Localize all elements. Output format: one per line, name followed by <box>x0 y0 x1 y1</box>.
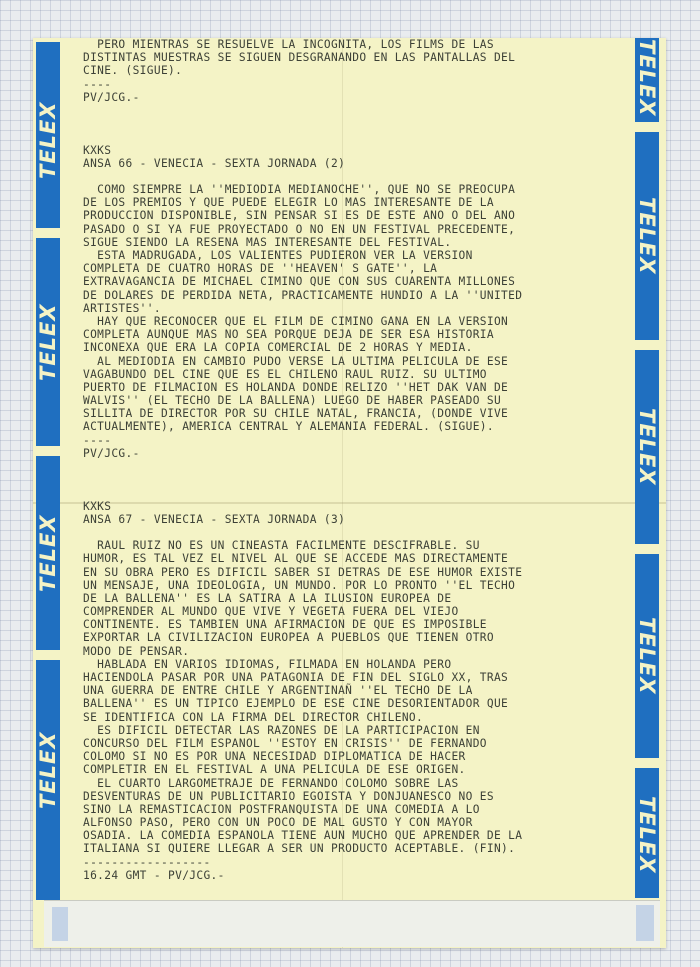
telex-line: COMPLETA DE CUATRO HORAS DE ''HEAVEN' S GATE'', LA <box>83 262 438 276</box>
telex-line: PV/JCG.- <box>83 90 140 104</box>
telex-line: HABLADA EN VARIOS IDIOMAS, FILMADA EN HOLANDA PERO <box>83 657 452 671</box>
telex-line: DE LA BALLENA'' ES LA SATIRA A LA ILUSION EUROPEA DE <box>83 591 452 605</box>
telex-line: PERO MIENTRAS SE RESUELVE LA INCOGNITA, LOS FILMS DE LAS <box>83 38 494 51</box>
telex-label: TELEX <box>635 796 659 874</box>
telex-line: CONCURSO DEL FILM ESPANOL ''ESTOY EN CRISIS'' DE FERNANDO <box>83 736 487 750</box>
telex-line <box>83 117 623 130</box>
telex-line <box>83 486 623 499</box>
telex-line: ------------------ <box>83 855 211 869</box>
telex-line: EN SU OBRA PERO ES DIFICIL SABER SI DETRAS DE ESE HUMOR EXISTE <box>83 565 523 579</box>
telex-line <box>83 460 623 473</box>
telex-line: CONTINENTE. ES TAMBIEN UNA AFIRMACION DE QUE ES IMPOSIBLE <box>83 618 487 632</box>
torn-bottom-strip <box>44 900 660 947</box>
telex-line: DE LOS PREMIOS Y QUE PUEDE ELEGIR LO MAS INTERESANTE DE LA <box>83 196 494 210</box>
telex-label: TELEX <box>36 514 60 592</box>
telex-line: WALVIS'' (EL TECHO DE LA BALLENA) LUEGO DE HABER PASEADO SU <box>83 394 502 408</box>
telex-label: TELEX <box>635 408 659 486</box>
telex-line: KXKS <box>83 499 112 513</box>
telex-line: ANSA 66 - VENECIA - SEXTA JORNADA (2) <box>83 156 346 170</box>
telex-line: 16.24 GMT - PV/JCG.- <box>83 868 225 882</box>
telex-line: PV/JCG.- <box>83 446 140 460</box>
telex-line: SINO LA REMASTICACION POSTFRANQUISTA DE UNA COMEDIA A LO <box>83 802 480 816</box>
telex-line: ACTUALMENTE), AMERICA CENTRAL Y ALEMANIA FEDERAL. (SIGUE). <box>83 420 494 434</box>
telex-line: UN MENSAJE, UNA IDEOLOGIA, UN MUNDO. POR LO PRONTO ''EL TECHO <box>83 578 516 592</box>
telex-line: ---- <box>83 433 112 447</box>
telex-line: COMPLETIR EN EL FESTIVAL A UNA PELICULA DE ESE ORIGEN. <box>83 763 466 777</box>
telex-label: TELEX <box>36 731 60 809</box>
telex-line: DE DOLARES DE PERDIDA NETA, PRACTICAMENTE HUNDIO A LA ''UNITED <box>83 288 523 302</box>
telex-line: ES DIFICIL DETECTAR LAS RAZONES DE LA PARTICIPACION EN <box>83 723 480 737</box>
telex-line <box>83 170 623 183</box>
telex-sheet <box>33 38 666 948</box>
telex-label: TELEX <box>635 197 659 275</box>
telex-line <box>83 130 623 143</box>
telex-line: PUERTO DE FILMACION ES HOLANDA DONDE RELIZO ''HET DAK VAN DE <box>83 380 509 394</box>
telex-line: ITALIANA SI QUIERE LLEGAR A SER UN PRODUCTO ACEPTABLE. (FIN). <box>83 842 516 856</box>
telex-line: PRODUCCION DISPONIBLE, SIN PENSAR SI ES DE ESTE ANO O DEL ANO <box>83 209 516 223</box>
telex-line: MODO DE PENSAR. <box>83 644 190 658</box>
telex-line: KXKS <box>83 143 112 157</box>
telex-line <box>83 526 623 539</box>
telex-line: ARTISTES''. <box>83 301 161 315</box>
telex-line: OSADIA. LA COMEDIA ESPANOLA TIENE AUN MUCHO QUE APRENDER DE LA <box>83 829 523 843</box>
telex-line: EXPORTAR LA CIVILIZACION EUROPEA A PUEBLOS QUE TIENEN OTRO <box>83 631 494 645</box>
telex-line: EXTRAVAGANCIA DE MICHAEL CIMINO QUE CON SUS CUARENTA MILLONES <box>83 275 516 289</box>
telex-line: VAGABUNDO DEL CINE QUE ES EL CHILENO RAUL RUIZ. SU ULTIMO <box>83 367 487 381</box>
telex-line: RAUL RUIZ NO ES UN CINEASTA FACILMENTE DESCIFRABLE. SU <box>83 539 480 553</box>
telex-line: DISTINTAS MUESTRAS SE SIGUEN DESGRANANDO EN LAS PANTALLAS DEL <box>83 51 516 65</box>
telex-label: TELEX <box>635 617 659 695</box>
telex-line: INCONEXA QUE ERA LA COPIA COMERCIAL DE 2 HORAS Y MEDIA. <box>83 341 473 355</box>
telex-line: HAY QUE RECONOCER QUE EL FILM DE CIMINO GANA EN LA VERSION <box>83 314 509 328</box>
telex-label: TELEX <box>36 101 60 179</box>
telex-line: HUMOR, ES TAL VEZ EL NIVEL AL QUE SE ACCEDE MAS DIRECTAMENTE <box>83 552 509 566</box>
telex-line: ANSA 67 - VENECIA - SEXTA JORNADA (3) <box>83 512 346 526</box>
telex-line: HACIENDOLA PASAR POR UNA PATAGONIA DE FIN DEL SIGLO XX, TRAS <box>83 671 509 684</box>
telex-line: COMPLETA AUNQUE MAS NO SEA PORQUE DEJA DE SER ESA HISTORIA <box>83 328 494 342</box>
telex-line: BALLENA'' ES UN TIPICO EJEMPLO DE ESE CINE DESORIENTADOR QUE <box>83 697 509 711</box>
telex-line: PASADO O SI YA FUE PROYECTADO O NO EN UN FESTIVAL PRECEDENTE, <box>83 222 516 236</box>
telex-line: COMPRENDER AL MUNDO QUE VIVE Y VEGETA FUERA DEL VIEJO <box>83 605 459 619</box>
telex-label: TELEX <box>635 39 659 117</box>
telex-body <box>83 38 623 882</box>
telex-line <box>83 473 623 486</box>
telex-line: COLOMO SI NO ES POR UNA NECESIDAD DIPLOMATICA DE HACER <box>83 750 466 764</box>
telex-line: SE IDENTIFICA CON LA FIRMA DEL DIRECTOR CHILENO. <box>83 710 424 724</box>
telex-line: CINE. (SIGUE). <box>83 64 183 78</box>
telex-line: EL CUARTO LARGOMETRAJE DE FERNANDO COLOMO SOBRE LAS <box>83 776 459 790</box>
telex-stripe-left <box>36 42 60 900</box>
telex-line: ESTA MADRUGADA, LOS VALIENTES PUDIERON VER LA VERSION <box>83 249 473 262</box>
telex-line: DESVENTURAS DE UN PUBLICITARIO EGOISTA Y DONJUANESCO NO ES <box>83 789 494 803</box>
telex-line <box>83 104 623 117</box>
telex-line: SILLITA DE DIRECTOR POR SU CHILE NATAL, FRANCIA, (DONDE VIVE <box>83 407 509 421</box>
telex-line: COMO SIEMPRE LA ''MEDIODIA MEDIANOCHE'', QUE NO SE PREOCUPA <box>83 183 516 197</box>
telex-line: AL MEDIODIA EN CAMBIO PUDO VERSE LA ULTIMA PELICULA DE ESE <box>83 354 509 368</box>
telex-line: SIGUE SIENDO LA RESENA MAS INTERESANTE DEL FESTIVAL. <box>83 235 452 249</box>
telex-line: ---- <box>83 77 112 91</box>
telex-stripe-right <box>635 38 659 898</box>
telex-line: ALFONSO PASO, PERO CON UN POCO DE MAL GUSTO Y CON MAYOR <box>83 816 473 830</box>
telex-line: UNA GUERRA DE ENTRE CHILE Y ARGENTINAÑ ''EL TECHO DE LA <box>83 684 473 698</box>
telex-label: TELEX <box>36 303 60 381</box>
